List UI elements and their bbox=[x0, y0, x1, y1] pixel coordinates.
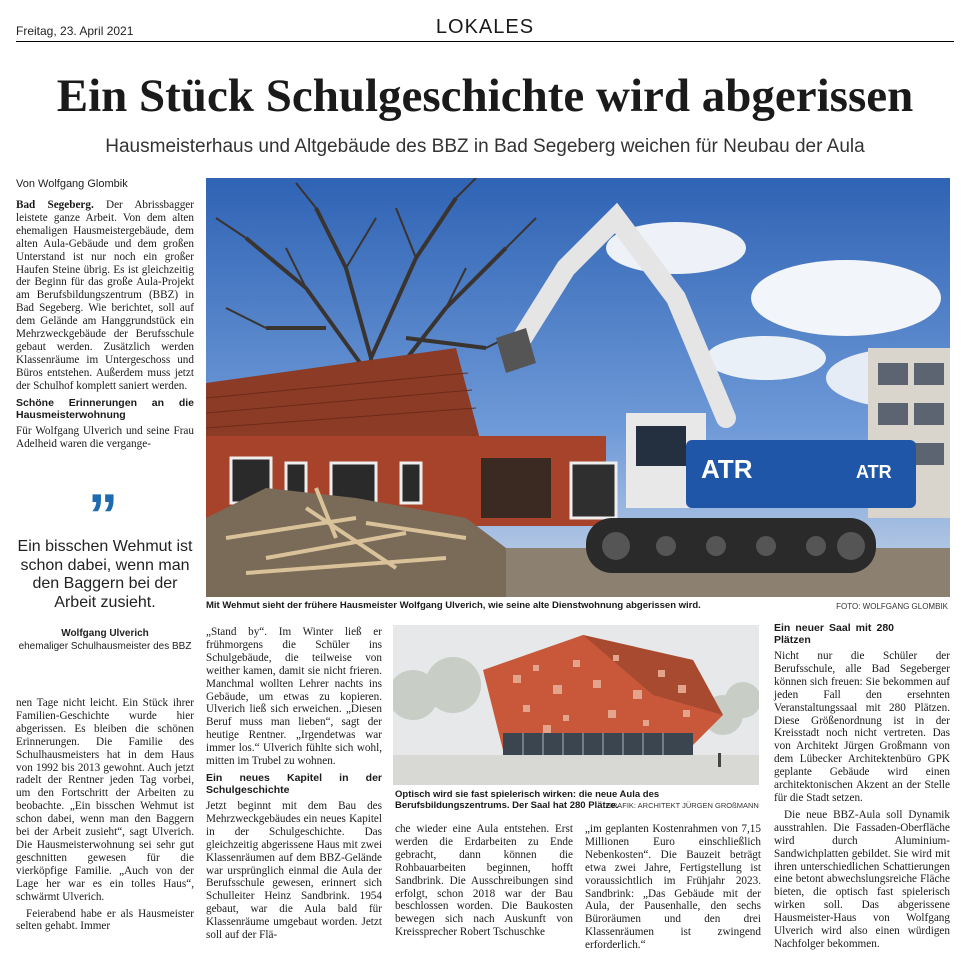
paragraph: Die neue BBZ-Aula soll Dynamik ausstrahlen. Die Fassaden-Oberfläche wird durch Aluminium-Sandwichplatten gebildet. Sie wird mit ihren unterschiedlichen Schattierungen eine betont abwechslungsreiche Fläche bieten, die optisch fast spielerisch wirken soll. Das abgerissene Hausmeister-Haus von Wolfgang Ulverich wird also einen würdigen Nachfolger bekommen. bbox=[774, 808, 950, 950]
paragraph: Für Wolfgang Ulverich und seine Frau Adelheid waren die vergange- bbox=[16, 424, 194, 450]
paragraph: Der Abrissbagger leistete ganze Arbeit. Von dem alten ehemaligen Hausmeistergebäude, dem alten Aula-Gebäude und dem großen Unterstand ist nur noch ein großer Haufen Steine übrig. Es ist gleichzeitig der Beginn für das große Aula-Projekt am Berufsbildungszentrum (BBZ) in Bad Segeberg. Wie berichtet, soll auf dem Gelände am Hanggrundstück ein Mehrzweckgebäude der Berufsschule gebaut werden. Zusätzlich werden Klassenräume im Untergeschoss und Büros entstehen. Außerdem muss jetzt der Schulhof komplett saniert werden. bbox=[16, 199, 194, 392]
column-3 bbox=[395, 823, 573, 943]
header-divider bbox=[16, 41, 954, 42]
aula-rendering bbox=[393, 625, 759, 785]
article-subheadline: Hausmeisterhaus und Altgebäude des BBZ in Bad Segeberg weichen für Neubau der Aula bbox=[105, 136, 865, 157]
issue-date: Freitag, 23. April 2021 bbox=[16, 24, 134, 38]
column-1-bottom bbox=[16, 697, 194, 937]
column-2 bbox=[206, 626, 382, 946]
paragraph: Feierabend habe er als Hausmeister selten gehabt. Immer bbox=[16, 907, 194, 933]
column-5 bbox=[774, 620, 950, 955]
quote-icon: ” bbox=[88, 482, 118, 549]
subheading: Schöne Erinnerungen an die Hausmeisterwohnung bbox=[16, 396, 194, 421]
aula-illustration bbox=[393, 625, 759, 785]
paragraph: Jetzt beginnt mit dem Bau des Mehrzweckgebäudes ein neues Kapitel in der Schulgeschichte. Das gleichzeitig abgerissene Haus mit zwei Klassenräumen auf dem BBZ-Gelände war ursprünglich einmal die Aula der Berufsschule gewesen, erinnert sich Schulleiter Heinz Sandbrink. 1954 gebaut, war die Aula bald für Klassenräume umgebaut worden. Jetzt soll auf der Flä- bbox=[206, 799, 382, 942]
article-headline: Ein Stück Schulgeschichte wird abgerissen bbox=[56, 70, 914, 122]
rendering-caption: Optisch wird sie fast spielerisch wirken: die neue Aula des Berufsbildungszentrums. Der Saal hat 280 Plätze. bbox=[395, 789, 660, 811]
paragraph: Nicht nur die Schüler der Berufsschule, alle Bad Segeberger können sich freuen: Sie bekommen auf jeden Fall den ersehnten Veranstaltungssaal mit 280 Plätzen. Diese Größenordnung ist in der Kreisstadt noch nicht vertreten. Das von Architekt Jürgen Großmann von dem Lübecker Architektenbüro GPK geplante Gebäude wird einen architektonischen Akzent an der Stelle für die Stadt setzen. bbox=[774, 650, 950, 804]
paragraph: nen Tage nicht leicht. Ein Stück ihrer Familien-Geschichte wurde hier abgerissen. Es bleiben die schönen Erinnerungen. Die Familie des Schulhausmeisters hat in dem Haus von 1992 bis 2013 gewohnt. Auch jetzt radelt der Rentner jeden Tag vorbei, um den Fortschritt der Arbeiten zu beobachte. „Ein bisschen Wehmut ist schon dabei, wenn man den Baggern bei der Arbeit zusieht“, sagt Ulverich. Die Hausmeisterwohnung sei sehr gut geschnitten gewesen für die vierköpfige Familie. „Auch von der Lage her war es ein tolles Haus“, schwärmt Ulverich. bbox=[16, 697, 194, 903]
column-4 bbox=[585, 823, 761, 956]
subheading: Ein neuer Saal mit 280 Plätzen bbox=[774, 622, 894, 646]
photo-credit: FOTO: WOLFGANG GLOMBIK bbox=[836, 602, 948, 611]
quote-author-role: ehemaliger Schulhausmeister des BBZ bbox=[18, 641, 192, 652]
brand-logo: ATR bbox=[856, 462, 892, 482]
paragraph: „Stand by“. Im Winter ließ er frühmorgens die Schüler ins Schulgebäude, die teilweise von weither kamen, damit sie nicht frieren. Manchmal wollten Lehrer nachts ins Gebäude, um etwas zu kopieren. Ulverich ließ sich erweichen. „Diesen Beruf muss man lieben“, sagt der heutige Rentner. „Irgendetwas war immer los.“ Ulverich fühlte sich wohl, mitten im Trubel zu wohnen. bbox=[206, 626, 382, 768]
excavator-illustration bbox=[206, 178, 950, 597]
dateline: Bad Segeberg. bbox=[16, 199, 94, 211]
pull-quote: Ein bisschen Wehmut ist schon dabei, wenn man den Baggern bei der Arbeit zusieht. bbox=[17, 538, 193, 612]
paragraph: „im geplanten Kostenrahmen von 7,15 Millionen Euro einschließlich Nebenkosten“. Die Bauzeit beträgt etwa zwei Jahre, Fertigstellung ist voraussichtlich im Frühjahr 2023. Sandbrink: „Das Gebäude mit der Aula, der Pausenhalle, den sechs Büroräumen und den drei Klassenräumen ist zwingend erforderlich.“ bbox=[585, 823, 761, 952]
paragraph: che wieder eine Aula entstehen. Erst werden die Erdarbeiten zu Ende gebracht, dann können die Rohbauarbeiten beginnen, hofft Sandbrink. Die Ausschreibungen sind erfolgt, schon 2018 war der Bau beschlossen worden. Die Baukosten bewegen sich nach Auskunft von Kreissprecher Robert Tschuschke bbox=[395, 823, 573, 939]
quote-author: Wolfgang Ulverich bbox=[61, 628, 149, 639]
section-title: LOKALES bbox=[435, 16, 535, 38]
byline: Von Wolfgang Glombik bbox=[16, 178, 128, 190]
rendering-credit: GRAFIK: ARCHITEKT JÜRGEN GROßMANN bbox=[606, 801, 759, 810]
brand-logo: ATR bbox=[701, 454, 753, 484]
demolition-photo bbox=[206, 178, 950, 597]
photo-caption: Mit Wehmut sieht der frühere Hausmeister Wolfgang Ulverich, wie seine alte Dienstwohnung abgerissen wird. bbox=[206, 600, 701, 611]
column-1-top bbox=[16, 199, 194, 454]
subheading: Ein neues Kapitel in der Schulgeschichte bbox=[206, 771, 382, 796]
